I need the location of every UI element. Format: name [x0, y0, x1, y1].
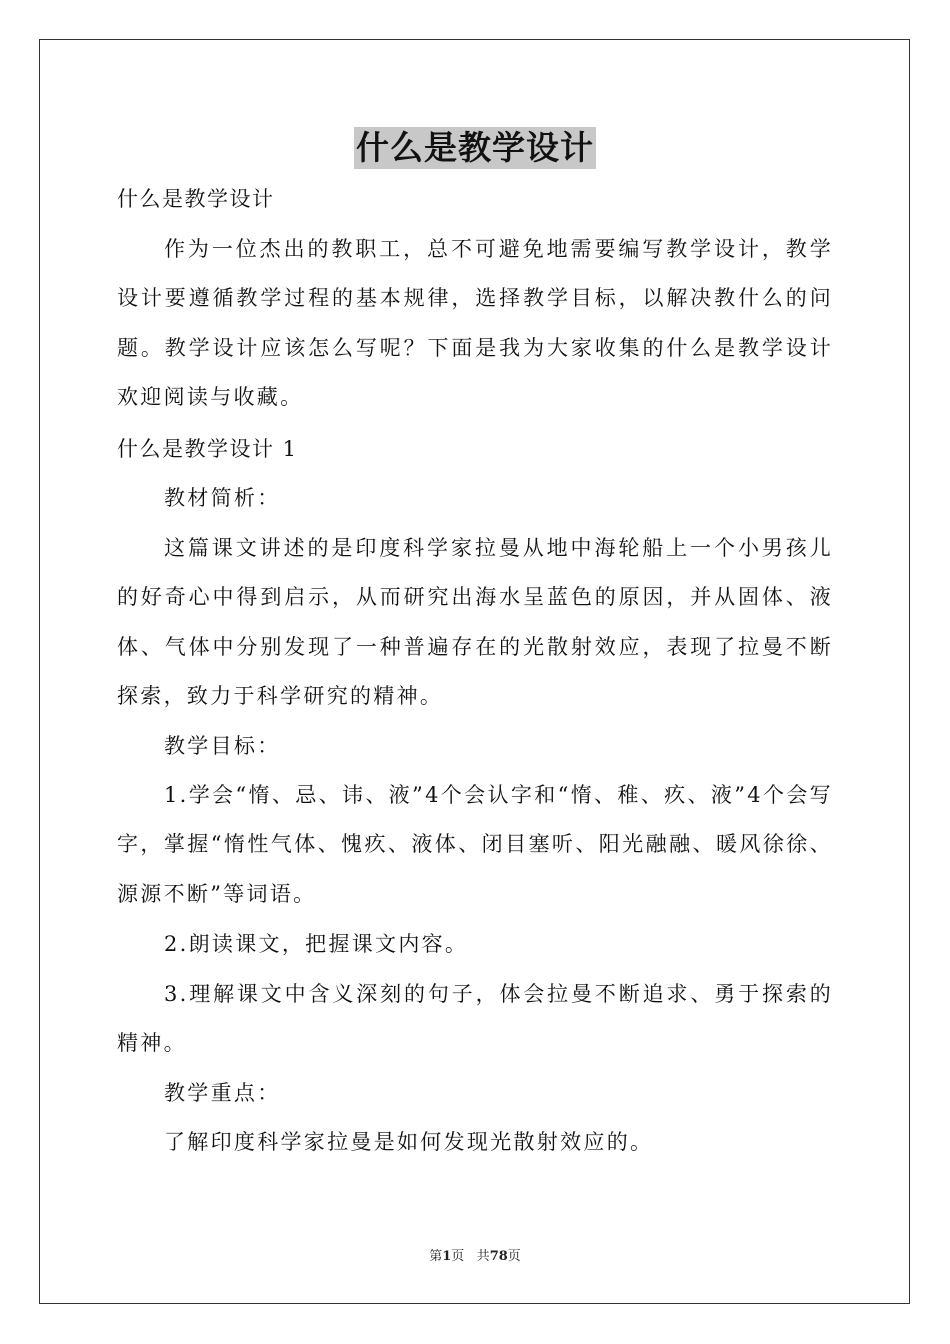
focus-heading: 教学重点： [164, 1081, 281, 1105]
total-prefix: 共 [476, 1249, 490, 1264]
page-prefix: 第 [429, 1249, 443, 1264]
total-suffix: 页 [507, 1249, 521, 1264]
page-footer [0, 1249, 950, 1265]
intro-paragraph: 作为一位杰出的教职工，总不可避免地需要编写教学设计，教学设计要遵循教学过程的基本规律，选择教学目标，以解决教什么的问题。教学设计应该怎么写呢？下面是我为大家收集的什么是教学设计欢迎阅读与收藏。 [117, 237, 833, 410]
goals-heading: 教学目标： [164, 734, 281, 758]
title-container [117, 127, 833, 169]
goal-item-2: 2.朗读课文，把握课文内容。 [164, 932, 469, 956]
document-title: 什么是教学设计 [356, 128, 594, 167]
goal-item-3: 3.理解课文中含义深刻的句子，体会拉曼不断追求、勇于探索的精神。 [117, 982, 833, 1056]
page-number: 1 [442, 1249, 452, 1264]
goal-item-1: 1.学会“惰、忌、讳、液”4个会认字和“惰、稚、疚、液”4个会写字，掌握“惰性气体、愧疚、液体、闭目塞听、阳光融融、暖风徐徐、源源不断”等词语。 [117, 783, 833, 906]
material-heading: 教材简析： [164, 486, 281, 510]
document-subtitle: 什么是教学设计 [117, 187, 275, 211]
page-suffix: 页 [451, 1249, 465, 1264]
section-heading: 什么是教学设计 1 [117, 437, 298, 461]
focus-paragraph: 了解印度科学家拉曼是如何发现光散射效应的。 [164, 1130, 654, 1154]
material-paragraph: 这篇课文讲述的是印度科学家拉曼从地中海轮船上一个小男孩儿的好奇心中得到启示，从而研究出海水呈蓝色的原因，并从固体、液体、气体中分别发现了一种普遍存在的光散射效应，表现了拉曼不断探索，致力于科学研究的精神。 [117, 536, 833, 709]
total-pages: 78 [489, 1249, 508, 1264]
